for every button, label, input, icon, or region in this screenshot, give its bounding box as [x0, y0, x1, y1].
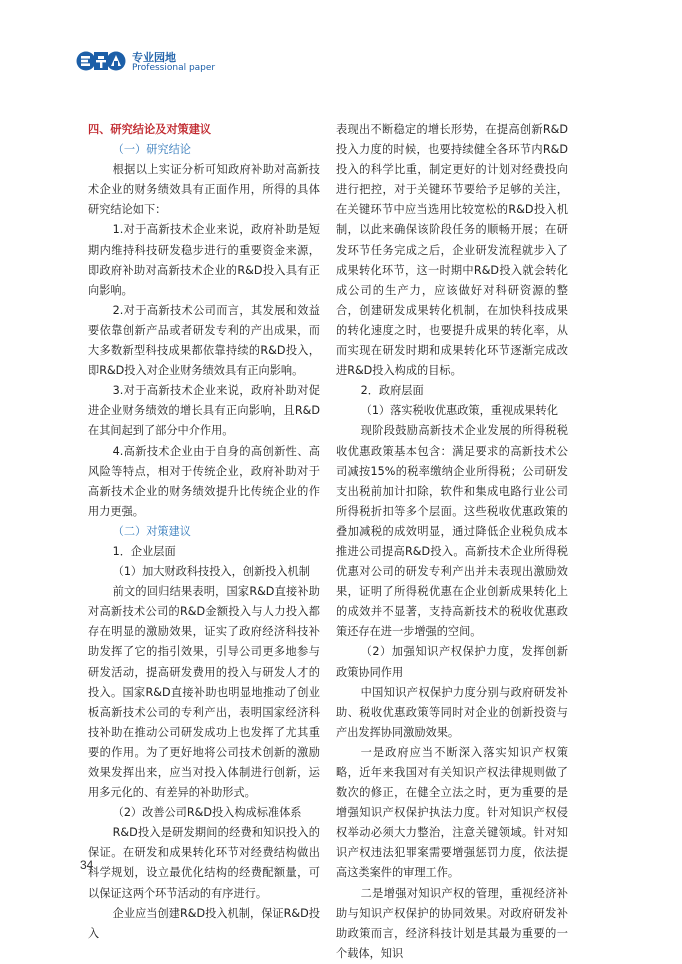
right-column: [336, 120, 568, 964]
subsection-heading: （一）研究结论: [112, 143, 191, 157]
paragraph-continued: 表现出不断稳定的增长形势，在提高创新R&D投入力度的时候，也要持续健全各环节内R&D投入的科学比重，制定更好的计划对经费投向进行把控，对于关键环节要给予足够的关注，在关键环节中应当选用比较宽松的R&D投入机制，以此来确保该阶段任务的顺畅开展；在研发环节任务完成之后，企业研发流程就步入了成果转化环节，这一时期中R&D投入就会转化成公司的生产力，应该做好对科研资源的整合，创建研发成果转化机制，在加快科技成果的转化速度之时，也要提升成果的转化率，从而实现在研发时期和成果转化环节逐渐完成改进R&D投入构成的目标。: [336, 123, 568, 378]
paragraph: R&D投入是研发期间的经费和知识投入的保证。在研发和成果转化环节对经费结构做出科学规划，设立最优化结构的经费配额量，可以保证这两个环节活动的有序进行。: [88, 826, 320, 900]
subsection-heading: （二）对策建议: [112, 524, 191, 538]
paragraph: 根据以上实证分析可知政府补助对高新技术企业的财务绩效具有正面作用，所得的具体研究结论如下：: [88, 163, 320, 217]
journal-header: [76, 46, 276, 86]
page-number: 34: [80, 858, 94, 872]
paragraph: 2.对于高新技术公司而言，其发展和效益要依靠创新产品或者研发专利的产出成果，而大多数新型科技成果都依靠持续的R&D投入，即R&D投入对企业财务绩效具有正向影响。: [88, 303, 320, 378]
paragraph: 二是增强对知识产权的管理，重视经济补助与知识产权保护的协同效果。对政府研发补助政策而言，经济科技计划是其最为重要的一个载体，知识: [336, 886, 568, 960]
paragraph: （2）加强知识产权保护力度，发挥创新政策协同作用: [336, 645, 568, 679]
level-heading: 2．政府层面: [360, 384, 424, 398]
brand-english: Professional paper: [132, 63, 216, 73]
level-heading: 1．企业层面: [112, 544, 176, 558]
paragraph: 中国知识产权保护力度分别与政府研发补助、税收优惠政策等同时对企业的创新投资与产出发挥协同激励效果。: [336, 685, 568, 739]
paragraph: 3.对于高新技术企业来说，政府补助对促进企业财务绩效的增长具有正向影响，且R&D在其间起到了部分中介作用。: [88, 384, 320, 438]
paragraph: 企业应当创建R&D投入机制，保证R&D投入: [88, 906, 320, 940]
paragraph: （1）落实税收优惠政策，重视成果转化: [360, 404, 558, 418]
paragraph: 一是政府应当不断深入落实知识产权策略，近年来我国对有关知识产权法律规则做了数次的修正，在健全立法之时，更为重要的是增强知识产权保护执法力度。针对知识产权侵权举动必须大力整治，注意关键领域。针对知识产权违法犯罪案需要增强惩罚力度，依法提高这类案件的审理工作。: [336, 745, 568, 880]
journal-logo-icon: [76, 50, 126, 72]
left-column: [88, 120, 320, 944]
brand-chinese: 专业园地: [132, 51, 176, 64]
paragraph: 1.对于高新技术企业来说，政府补助是短期内维持科技研发稳步进行的重要资金来源，即政府补助对高新技术企业的R&D投入具有正向影响。: [88, 223, 320, 297]
paragraph: 前文的回归结果表明，国家R&D直接补助对高新技术公司的R&D金额投入与人力投入都存在明显的激励效果，证实了政府经济科技补助发挥了它的指引效果，引导公司更多地参与研发活动，提高研发费用的投入与研发人才的投入。国家R&D直接补助也明显地推动了创业板高新技术公司的专利产出，表明国家经济科技补助在推动公司研发成功上也发挥了尤其重要的作用。为了更好地将公司技术创新的激励效果发挥出来，应当对投入体制进行创新，运用多元化的、有差异的补助形式。: [88, 585, 320, 800]
paragraph: （1）加大财政科技投入，创新投入机制: [112, 565, 310, 579]
paragraph: 现阶段鼓励高新技术企业发展的所得税税收优惠政策基本包含：满足要求的高新技术公司减按15%的税率缴纳企业所得税；公司研发支出税前加计扣除，软件和集成电路行业公司所得税折扣等多个层面。这些税收优惠政策的叠加减税的成效明显，通过降低企业税负成本推进公司提高R&D投入。高新技术企业所得税优惠对公司的研发专利产出并未表现出激励效果，证明了所得税优惠在企业创新成果转化上的成效并不显著，支持高新技术的税收优惠政策还存在进一步增强的空间。: [336, 424, 568, 639]
paragraph: 4.高新技术企业由于自身的高创新性、高风险等特点，相对于传统企业，政府补助对于高新技术企业的财务绩效提升比传统企业的作用力更强。: [88, 444, 320, 518]
paragraph: （2）改善公司R&D投入构成标准体系: [112, 806, 302, 820]
section-heading: 四、研究结论及对策建议: [88, 123, 212, 136]
